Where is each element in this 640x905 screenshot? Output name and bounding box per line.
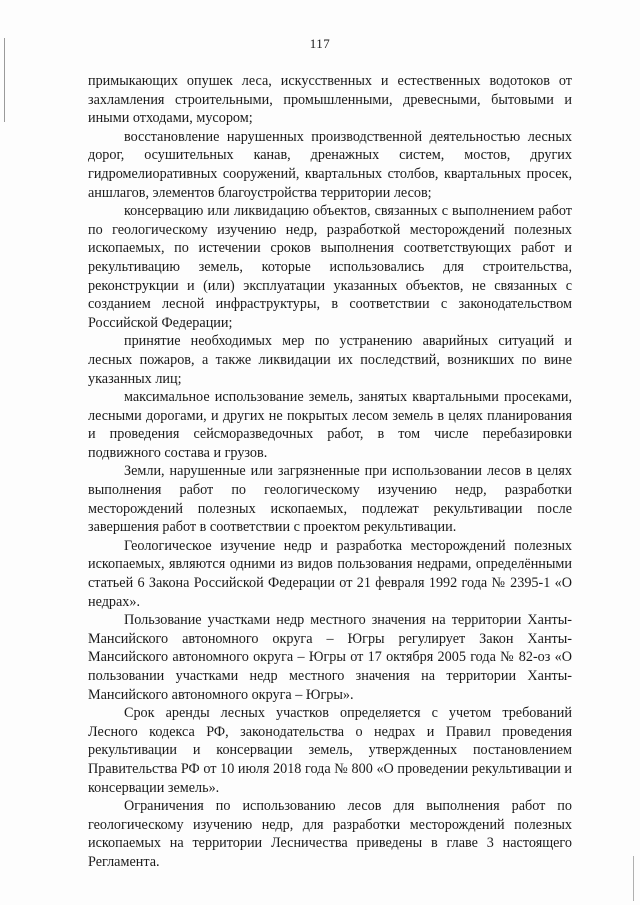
page-number: 117 xyxy=(309,36,331,51)
paragraph-9: Срок аренды лесных участков определяется с учетом требований Лесного кодекса РФ, законодательства о недрах и Правил проведения рекультивации и консервации земель, утвержденных постановлением Правительства РФ от 10 июля 2018 года № 800 «О проведении рекультивации и консервации земель». xyxy=(88,705,572,796)
scan-margin-line-bottom xyxy=(633,856,634,901)
paragraph-10: Ограничения по использованию лесов для выполнения работ по геологическому изучению недр, для разработки месторождений полезных ископаемых на территории Лесничества приведены в главе 3 настоящего Регламента. xyxy=(88,798,572,870)
document-body xyxy=(88,72,572,872)
paragraph-5: максимальное использование земель, занятых квартальными просеками, лесными дорогами, и других не покрытых лесом земель в целях планирования и проведения сейсморазведочных работ, в том числе перебазировки подвижного состава и грузов. xyxy=(88,389,572,461)
paragraph-2: восстановление нарушенных производственной деятельностью лесных дорог, осушительных канав, дренажных систем, мостов, других гидромелиоративных сооружений, квартальных столбов, квартальных просек, аншлагов, элементов благоустройства территории лесов; xyxy=(88,128,572,201)
paragraph-4: принятие необходимых мер по устранению аварийных ситуаций и лесных пожаров, а также ликвидации их последствий, возникших по вине указанных лиц; xyxy=(88,333,572,387)
paragraph-8: Пользование участками недр местного значения на территории Ханты-Мансийского автономного округа – Югры регулирует Закон Ханты-Мансийского автономного округа – Югры от 17 октября 2005 года № 82-оз «О пользовании участками недр местного значения на территории Ханты-Мансийского автономного округа – Югры». xyxy=(88,612,572,703)
paragraph-6: Земли, нарушенные или загрязненные при использовании лесов в целях выполнения работ по геологическому изучению недр, разработки месторождений полезных ископаемых, подлежат рекультивации после завершения работ в соответствии с проектом рекультивации. xyxy=(88,463,572,536)
paragraph-7: Геологическое изучение недр и разработка месторождений полезных ископаемых, являются одними из видов пользования недрами, определёнными статьей 6 Закона Российской Федерации от 21 февраля 1992 года № 2395-1 «О недрах». xyxy=(88,537,572,610)
paragraph-1: примыкающих опушек леса, искусственных и естественных водотоков от захламления строительными, промышленными, древесными, бытовыми и иными отходами, мусором; xyxy=(88,73,572,127)
paragraph-3: консервацию или ликвидацию объектов, связанных с выполнением работ по геологическому изучению недр, разработкой месторождений полезных ископаемых, по истечении сроков выполнения соответствующих работ и рекультивацию земель, которые использовались для строительства, реконструкции и (или) эксплуатации указанных объектов, не связанных с созданием лесной инфраструктуры, в соответствии с законодательством Российской Федерации; xyxy=(88,203,572,331)
